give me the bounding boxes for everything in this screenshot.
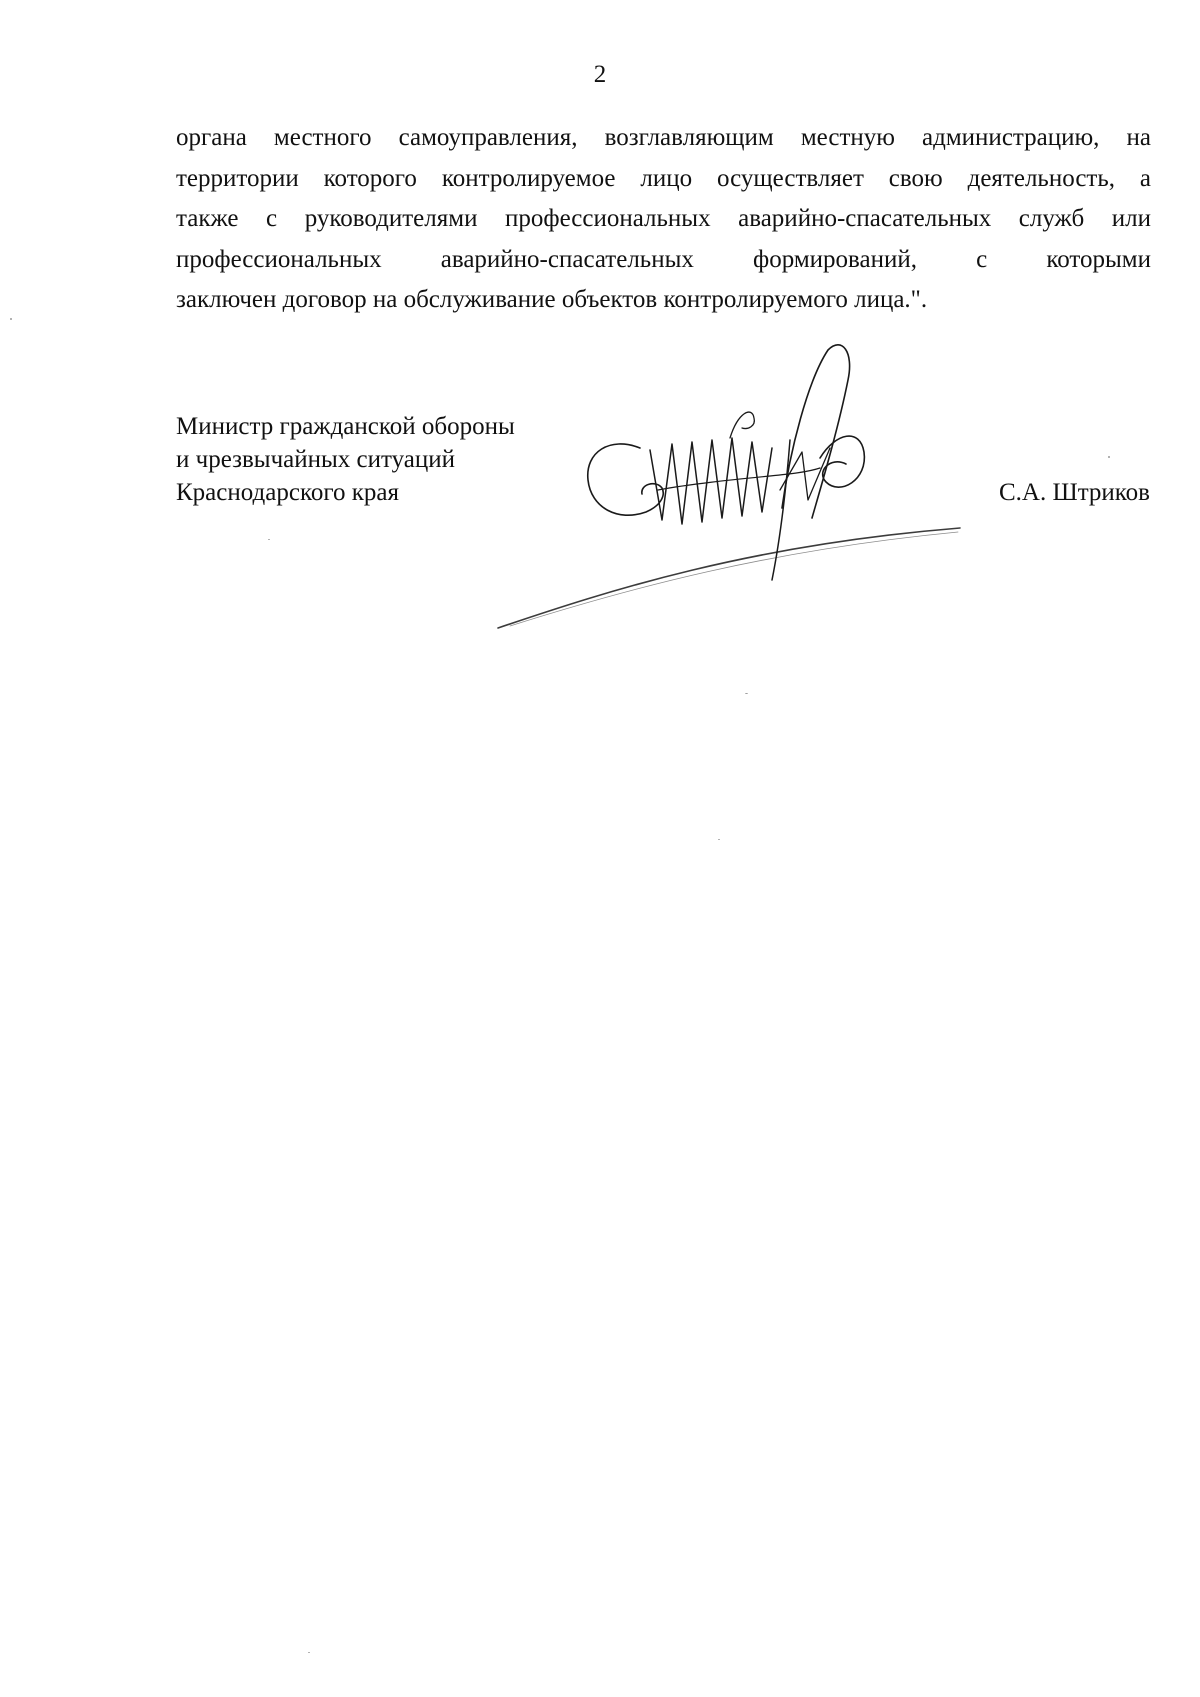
paragraph-line: заключен договор на обслуживание объектов контролируемого лица.". — [176, 286, 928, 313]
scan-speck — [10, 318, 12, 320]
position-line: Министр гражданской обороны — [176, 413, 515, 440]
paragraph-line: органа местного самоуправления, возглавляющим местную администрацию, на — [176, 124, 1151, 151]
scan-speck — [308, 1652, 310, 1653]
page-number: 2 — [593, 61, 607, 88]
scan-speck — [1108, 456, 1110, 458]
handwritten-signature-icon — [490, 340, 970, 640]
paragraph-line: территории которого контролируемое лицо осуществляет свою деятельность, а — [176, 164, 1151, 192]
signatory-position — [176, 410, 515, 509]
scan-speck — [745, 693, 748, 694]
paragraph-line: также с руководителями профессиональных аварийно-спасательных служб или — [176, 205, 1151, 232]
signatory-name: С.А. Штриков — [999, 479, 1150, 506]
position-line: Краснодарского края — [176, 479, 399, 506]
position-line: и чрезвычайных ситуаций — [176, 446, 456, 473]
scan-speck — [718, 839, 720, 840]
paragraph-line: профессиональных аварийно-спасательных формирований, с которыми — [176, 245, 1151, 273]
body-paragraph — [176, 118, 1151, 321]
scan-speck — [268, 539, 270, 540]
